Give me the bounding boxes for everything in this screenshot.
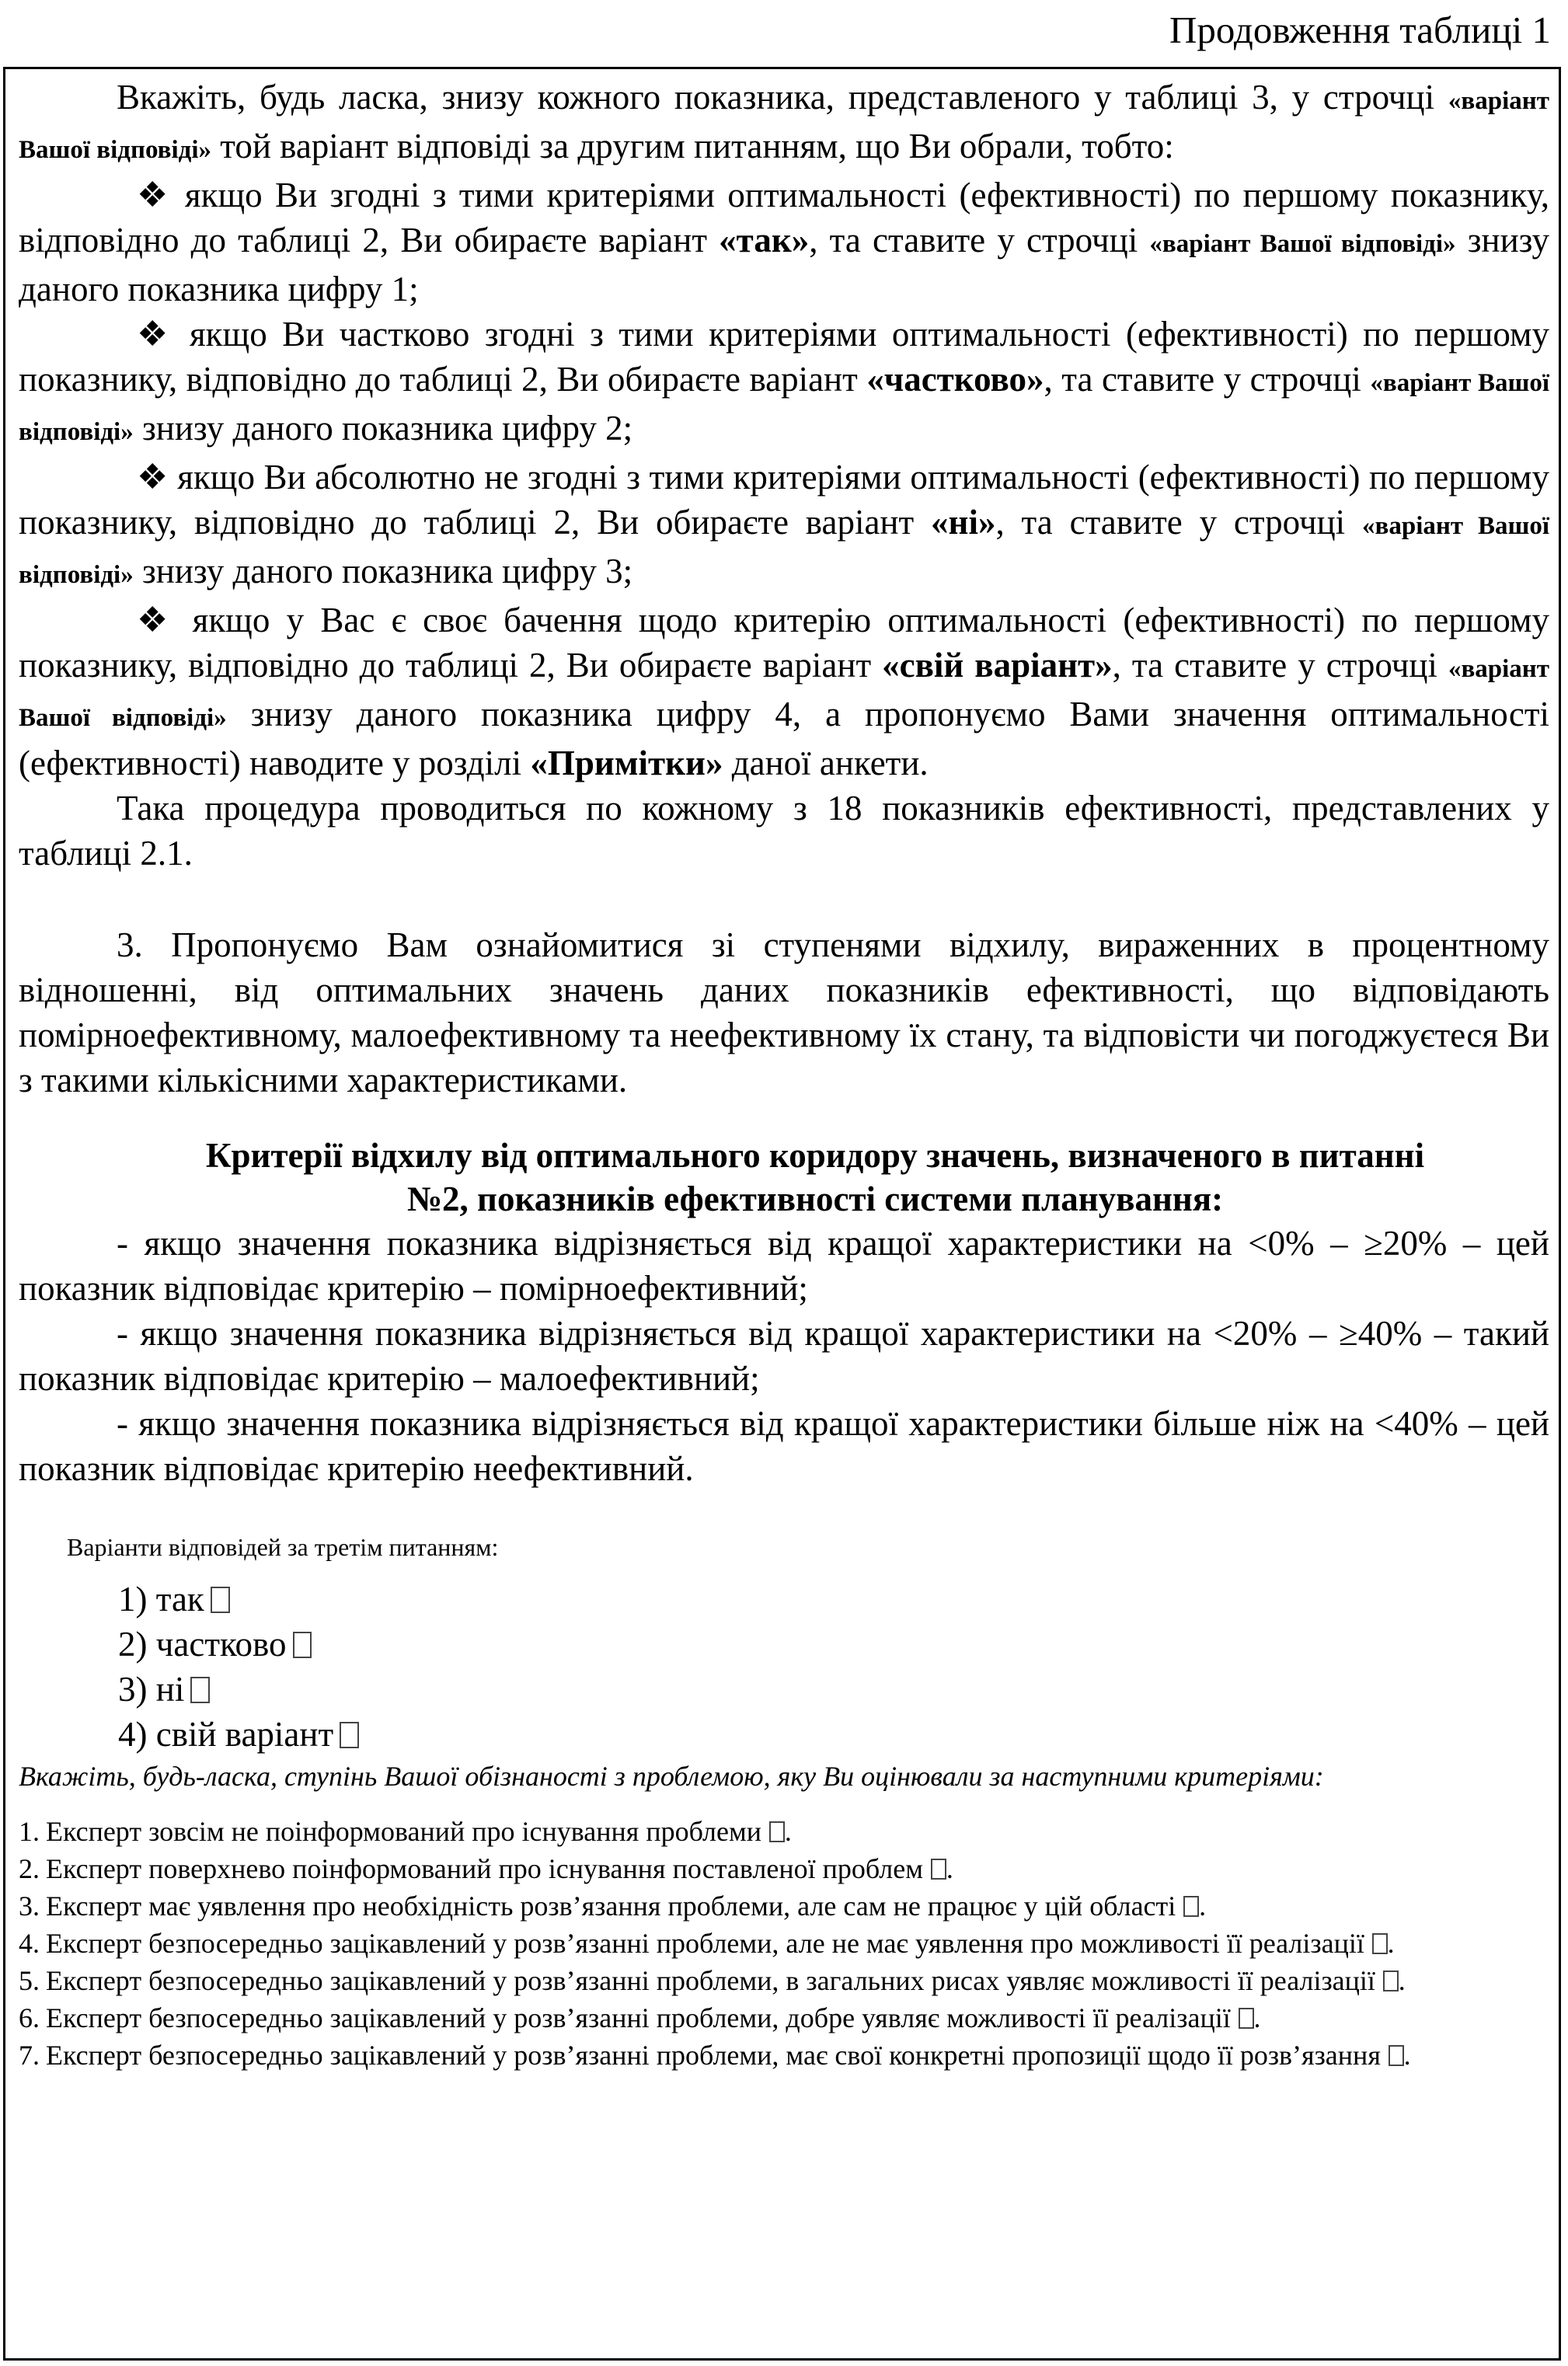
- bullet-text: знизу даного показника цифру 4, а пропонуємо Вами значення оптимальності (ефективності) наводите у розділі: [19, 695, 1549, 782]
- bullet-icon: ❖: [137, 458, 169, 497]
- answer-option: [118, 1712, 1549, 1757]
- answer-row-tag: «варіант Вашої відповіді»: [19, 87, 1549, 164]
- awareness-checkbox[interactable]: [1383, 1971, 1399, 1991]
- bullet-text: якщо Ви згодні з тими критеріями оптимальності (ефективності) по першому показнику, відповідно до таблиці 2, Ви обираєте варіант: [19, 176, 1549, 260]
- awareness-checkbox[interactable]: [1239, 2008, 1254, 2029]
- awareness-checkbox[interactable]: [1389, 2045, 1404, 2066]
- awareness-item: [19, 1925, 1549, 1962]
- item-text: Експерт безпосередньо зацікавлений у розв’язанні проблеми, в загальних рисах уявляє можливості її реалізації: [46, 1965, 1375, 1996]
- answers-label: Варіанти відповідей за третім питанням:: [67, 1533, 499, 1561]
- awareness-prompt: Вкажіть, будь-ласка, ступінь Вашої обізнаності з проблемою, яку Ви оцінювали за наступними критеріями:: [19, 1761, 1324, 1792]
- answer-option: [118, 1622, 1549, 1667]
- bullet-icon: ❖: [137, 176, 172, 214]
- answer-checkbox[interactable]: [340, 1722, 359, 1748]
- bullet-text: , та ставите у строчці: [1044, 360, 1371, 399]
- awareness-checkbox[interactable]: [769, 1821, 785, 1842]
- criteria-heading-line-1: Критерії відхилу від оптимального коридору значень, визначеного в питанні: [205, 1136, 1425, 1175]
- awareness-item: [19, 1962, 1549, 1999]
- item-number: 2.: [19, 1853, 40, 1884]
- answer-option-label: 1) так: [118, 1580, 204, 1619]
- bullet-item-no: [19, 455, 1549, 598]
- option-label: «ні»: [931, 503, 996, 542]
- document-body: [19, 75, 1549, 2074]
- option-label: «так»: [719, 221, 810, 260]
- answer-option: [118, 1667, 1549, 1712]
- bullet-item-yes: [19, 172, 1549, 312]
- criteria-heading-line-2: №2, показників ефективності системи планування:: [406, 1180, 1224, 1218]
- answer-options: [118, 1577, 1549, 1757]
- bullet-text: якщо Ви абсолютно не згодні з тими критеріями оптимальності (ефективності) по першому показнику, відповідно до таблиці 2, Ви обираєте варіант: [19, 458, 1549, 542]
- item-number: 4.: [19, 1928, 40, 1959]
- option-label: «свій варіант»: [882, 646, 1113, 685]
- criteria-item: - якщо значення показника відрізняється від кращої характеристики більше ніж на <40% – цей показник відповідає критерію неефективний.: [19, 1404, 1549, 1488]
- item-text: Експерт зовсім не поінформований про існування проблеми: [46, 1816, 762, 1847]
- bullet-text: знизу даного показника цифру 2;: [133, 409, 633, 448]
- answer-row-tag: «варіант Вашої відповіді»: [1149, 230, 1456, 258]
- item-end: .: [1253, 2002, 1261, 2033]
- bullet-icon: ❖: [137, 315, 175, 354]
- item-text: Експерт безпосередньо зацікавлений у розв’язанні проблеми, але не має уявлення про можливості її реалізації: [46, 1928, 1364, 1959]
- bullet-item-partial: [19, 312, 1549, 455]
- procedure-paragraph: Така процедура проводиться по кожному з 18 показників ефективності, представлених у таблиці 2.1.: [19, 789, 1549, 873]
- answer-row-tag: «варіант Вашої відповіді»: [19, 655, 1550, 732]
- bullet-text: знизу даного показника цифру 3;: [133, 552, 633, 591]
- item-number: 7.: [19, 2040, 40, 2071]
- notes-section-label: «Примітки»: [530, 744, 723, 782]
- item-end: .: [1398, 1965, 1406, 1996]
- intro-text-end: той варіант відповіді за другим питанням, що Ви обрали, тобто:: [211, 127, 1174, 166]
- awareness-checkbox[interactable]: [931, 1859, 946, 1880]
- awareness-item: [19, 1887, 1549, 1925]
- bullet-text: , та ставите у строчці: [1112, 646, 1448, 685]
- table-continuation-header: Продовження таблиці 1: [1169, 9, 1551, 51]
- item-text: Експерт безпосередньо зацікавлений у розв’язанні проблеми, добре уявляє можливості її реалізації: [46, 2002, 1231, 2033]
- awareness-checkbox[interactable]: [1372, 1933, 1388, 1954]
- bullet-text: якщо у Вас є своє бачення щодо критерію оптимальності (ефективності) по першому показнику, відповідно до таблиці 2, Ви обираєте варіант: [19, 601, 1549, 685]
- question-3-paragraph: 3. Пропонуємо Вам ознайомитися зі ступенями відхилу, вираженних в процентному відношенні, від оптимальних значень даних показників ефективності, що відповідають помірноефективному, малоефективному та неефективному їх стану, та відповісти чи погоджуєтеся Ви з такими кількісними характеристиками.: [19, 925, 1549, 1099]
- criteria-item: - якщо значення показника відрізняється від кращої характеристики на <0% – ≥20% – цей показник відповідає критерію – помірноефективний;: [19, 1224, 1549, 1308]
- criteria-heading: [19, 1134, 1549, 1221]
- answer-row-tag: «варіант Вашої відповіді»: [19, 369, 1549, 446]
- item-end: .: [1387, 1928, 1395, 1959]
- item-end: .: [784, 1816, 792, 1847]
- answer-option-label: 3) ні: [118, 1670, 185, 1709]
- bullet-text: , та ставите у строчці: [995, 503, 1363, 542]
- answer-option-label: 2) частково: [118, 1625, 287, 1664]
- awareness-item: [19, 2037, 1549, 2074]
- answer-row-tag: «варіант Вашої відповіді»: [19, 512, 1549, 589]
- bullet-text: знизу даного показника цифру 1;: [19, 221, 1549, 308]
- bullet-item-own-variant: [19, 598, 1549, 786]
- bullet-text: якщо Ви частково згодні з тими критеріями оптимальності (ефективності) по першому показнику, відповідно до таблиці 2, Ви обираєте варіант: [19, 315, 1550, 399]
- item-number: 5.: [19, 1965, 40, 1996]
- criteria-item: - якщо значення показника відрізняється від кращої характеристики на <20% – ≥40% – такий показник відповідає критерію – малоефективний;: [19, 1314, 1549, 1398]
- intro-paragraph: [19, 75, 1549, 172]
- answer-option: [118, 1577, 1549, 1622]
- bullet-text: , та ставите у строчці: [809, 221, 1150, 260]
- item-end: .: [1403, 2040, 1411, 2071]
- answer-option-label: 4) свій варіант: [118, 1715, 334, 1754]
- item-text: Експерт має уявлення про необхідність розв’язання проблеми, але сам не працює у цій області: [46, 1890, 1176, 1922]
- item-end: .: [946, 1853, 953, 1884]
- awareness-item: [19, 1850, 1549, 1887]
- bullet-icon: ❖: [137, 601, 176, 639]
- item-end: .: [1199, 1890, 1207, 1922]
- awareness-item: [19, 1999, 1549, 2037]
- answer-checkbox[interactable]: [190, 1677, 210, 1703]
- bullet-text: даної анкети.: [723, 744, 929, 782]
- item-number: 1.: [19, 1816, 40, 1847]
- answer-checkbox[interactable]: [211, 1587, 230, 1613]
- option-label: «частково»: [866, 360, 1044, 399]
- item-text: Експерт безпосередньо зацікавлений у розв’язанні проблеми, має свої конкретні пропозиції щодо її розв’язання: [46, 2040, 1381, 2071]
- awareness-checkbox[interactable]: [1183, 1896, 1199, 1917]
- item-number: 6.: [19, 2002, 40, 2033]
- item-text: Експерт поверхнево поінформований про існування поставленої проблем: [46, 1853, 924, 1884]
- intro-text-start: Вкажіть, будь ласка, знизу кожного показника, представленого у таблиці 3, у строчці: [117, 78, 1448, 117]
- awareness-criteria-list: [19, 1813, 1549, 2074]
- item-number: 3.: [19, 1890, 40, 1922]
- answer-checkbox[interactable]: [293, 1632, 312, 1658]
- awareness-item: [19, 1813, 1549, 1850]
